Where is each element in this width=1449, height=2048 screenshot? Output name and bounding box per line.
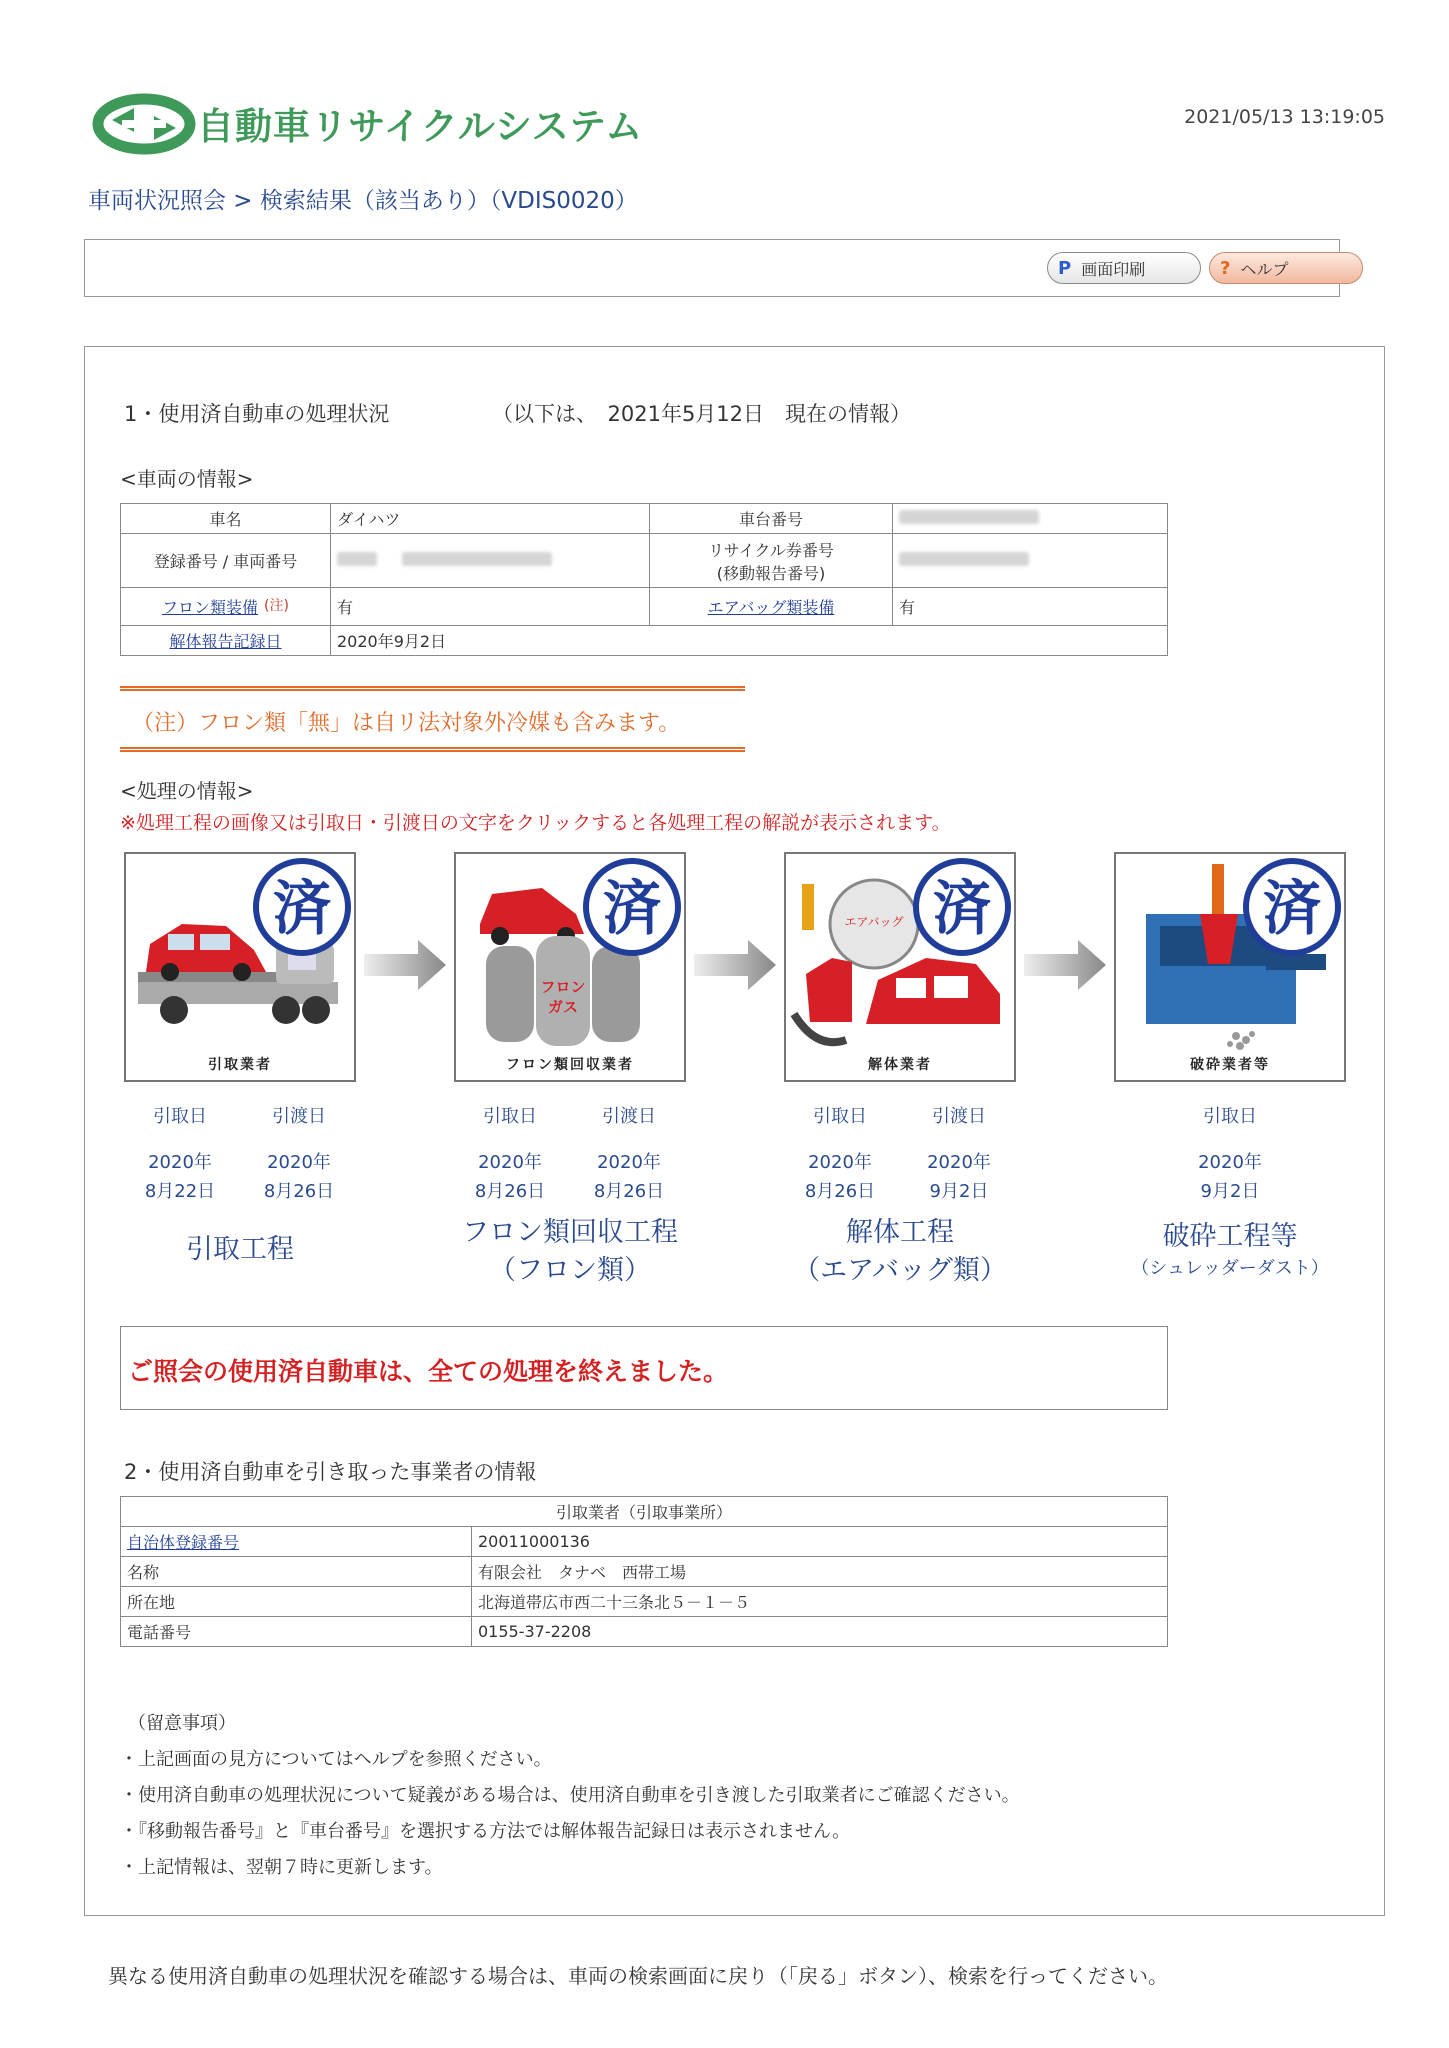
airbag-label [650, 588, 893, 626]
note-item: ・『移動報告番号』と『車台番号』を選択する方法では解体報告記録日は表示されません。 [120, 1821, 851, 1842]
freon-value: 有 [331, 588, 650, 626]
print-button[interactable] [1047, 252, 1201, 284]
note-item: ・上記情報は、翌朝７時に更新します。 [120, 1857, 443, 1878]
process-instruction: ※処理工程の画像又は引取日・引渡日の文字をクリックすると各処理工程の解説が表示されます。 [120, 812, 951, 834]
stage-freon-sub: （フロン類） [489, 1255, 651, 1286]
note-item: ・上記画面の見方についてはヘルプを参照ください。 [120, 1749, 552, 1770]
operator-value: 北海道帯広市西二十三条北５－１－５ [472, 1587, 1168, 1617]
chassis-no-label: 車台番号 [650, 504, 893, 534]
operator-label: 所在地 [121, 1587, 472, 1617]
stage-shred: 破砕工程等 [1162, 1221, 1298, 1252]
section2-title: 2・使用済自動車を引き取った事業者の情報 [124, 1460, 537, 1484]
complete-message: ご照会の使用済自動車は、全ての処理を終えました。 [128, 1357, 729, 1386]
chassis-no-value [893, 504, 1168, 534]
freon-gas-label-2: ガス [547, 998, 579, 1016]
delivery-date-year[interactable]: 2020年 [927, 1152, 991, 1173]
note-item: ・使用済自動車の処理状況について疑義がある場合は、使用済自動車を引き渡した引取業者にご確認ください。 [120, 1785, 1020, 1806]
delivery-date-md[interactable]: 8月26日 [593, 1181, 665, 1202]
operator-label [121, 1527, 472, 1557]
pickup-date-md[interactable]: 8月26日 [804, 1181, 876, 1202]
freon-note-mark: (注) [264, 598, 289, 614]
delivery-date-label[interactable]: 引渡日 [602, 1106, 656, 1127]
vehicle-table [120, 503, 1168, 656]
delivery-date-year[interactable]: 2020年 [597, 1152, 661, 1173]
registration-no-link[interactable]: 自治体登録番号 [127, 1533, 240, 1552]
operator-value: 0155-37-2208 [472, 1617, 1168, 1647]
completed-badge-icon [251, 856, 353, 958]
pickup-date-label[interactable]: 引取日 [153, 1106, 207, 1127]
stage-dismantle-sub: （エアバッグ類） [793, 1255, 1007, 1286]
arrow-right-icon [1024, 940, 1106, 990]
pickup-date-label[interactable]: 引取日 [483, 1106, 537, 1127]
help-icon: ? [1220, 257, 1231, 279]
delivery-date-md[interactable]: 8月26日 [263, 1181, 335, 1202]
help-button[interactable] [1209, 252, 1363, 284]
completed-badge-icon [911, 856, 1013, 958]
svg-text:済: 済 [602, 874, 662, 942]
delivery-date-label[interactable]: 引渡日 [272, 1106, 326, 1127]
help-label: ヘルプ [1240, 259, 1289, 279]
system-name: 自動車リサイクルシステム [197, 105, 644, 148]
delivery-date-md[interactable]: 9月2日 [929, 1181, 989, 1202]
stage-dismantle: 解体工程 [846, 1217, 954, 1248]
breadcrumb: 車両状況照会 > 検索結果（該当あり）（VDIS0020） [88, 188, 638, 214]
pickup-date-label[interactable]: 引取日 [1203, 1106, 1257, 1127]
stage-pickup: 引取工程 [186, 1234, 294, 1265]
svg-text:済: 済 [272, 874, 332, 942]
section1-title: 1・使用済自動車の処理状況 [124, 402, 390, 426]
stage-freon: フロン類回収工程 [462, 1217, 678, 1248]
completed-badge-icon [1241, 856, 1343, 958]
process-heading: <処理の情報> [120, 779, 254, 803]
ticket-no-label: リサイクル券番号 (移動報告番号) [650, 534, 893, 588]
operator-label: 名称 [121, 1557, 472, 1587]
operator-table [120, 1496, 1168, 1647]
section1-date-note: （以下は、 2021年5月12日 現在の情報） [492, 402, 912, 426]
footer-instruction: 異なる使用済自動車の処理状況を確認する場合は、車両の検索画面に戻り（「戻る」ボタン）、検索を行ってください。 [108, 1964, 1168, 1988]
timestamp: 2021/05/13 13:19:05 [1184, 106, 1385, 128]
airbag-value: 有 [893, 588, 1168, 626]
caption-freon: フロン類回収業者 [506, 1057, 634, 1073]
car-name-label: 車名 [121, 504, 331, 534]
dismantle-date-label [121, 626, 331, 656]
pickup-date-label[interactable]: 引取日 [813, 1106, 867, 1127]
airbag-tag: エアバッグ [844, 915, 904, 929]
toolbar [84, 239, 1340, 297]
notes-heading: （留意事項） [128, 1713, 236, 1734]
reg-no-label: 登録番号 / 車両番号 [121, 534, 331, 588]
pickup-date-year[interactable]: 2020年 [1198, 1152, 1262, 1173]
freon-label [121, 588, 331, 626]
pickup-date-md[interactable]: 8月26日 [474, 1181, 546, 1202]
operator-value: 有限会社 タナベ 西帯工場 [472, 1557, 1168, 1587]
caption-dismantle: 解体業者 [868, 1057, 932, 1073]
svg-text:済: 済 [932, 874, 992, 942]
caption-shred: 破砕業者等 [1190, 1057, 1270, 1073]
pickup-date-year[interactable]: 2020年 [478, 1152, 542, 1173]
freon-note-text: （注）フロン類「無」は自リ法対象外冷媒も含みます。 [132, 711, 681, 736]
freon-link[interactable]: フロン類装備 [162, 598, 259, 617]
pickup-date-year[interactable]: 2020年 [148, 1152, 212, 1173]
operator-value: 20011000136 [472, 1527, 1168, 1557]
dismantle-date-link[interactable]: 解体報告記録日 [169, 632, 282, 651]
dismantle-date-value: 2020年9月2日 [331, 626, 1168, 656]
operator-table-header: 引取業者（引取事業所） [121, 1497, 1168, 1527]
stage-shred-sub: （シュレッダーダスト） [1131, 1258, 1329, 1279]
pickup-date-md[interactable]: 8月22日 [144, 1181, 216, 1202]
operator-label: 電話番号 [121, 1617, 472, 1647]
pickup-date-md[interactable]: 9月2日 [1200, 1181, 1260, 1202]
pickup-date-year[interactable]: 2020年 [808, 1152, 872, 1173]
arrow-right-icon [694, 940, 776, 990]
caption-pickup: 引取業者 [208, 1057, 272, 1073]
svg-text:済: 済 [1262, 874, 1322, 942]
delivery-date-year[interactable]: 2020年 [267, 1152, 331, 1173]
print-label: 画面印刷 [1081, 259, 1146, 279]
airbag-link[interactable]: エアバッグ類装備 [707, 598, 835, 617]
ticket-no-value [893, 534, 1168, 588]
completed-badge-icon [581, 856, 683, 958]
vehicle-heading: <車両の情報> [120, 467, 254, 491]
car-name-value: ダイハツ [331, 504, 650, 534]
delivery-date-label[interactable]: 引渡日 [932, 1106, 986, 1127]
print-icon: P [1058, 257, 1072, 279]
arrow-right-icon [364, 940, 446, 990]
freon-gas-label-1: フロン [540, 978, 586, 996]
reg-no-value [331, 534, 650, 588]
